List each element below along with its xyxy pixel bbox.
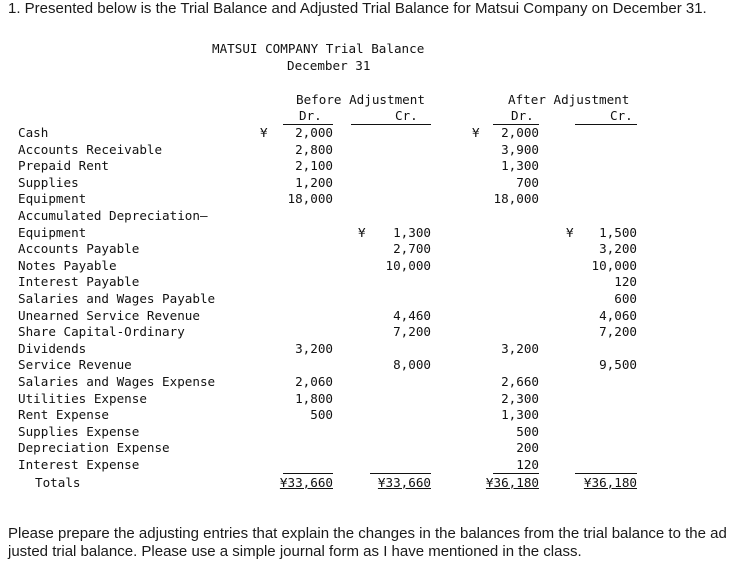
after-dr-currency: ¥	[472, 125, 480, 140]
before-cr-amount: 4,460	[393, 307, 431, 323]
before-cr-currency: ¥	[358, 225, 366, 240]
before-dr-header: Dr.	[299, 108, 322, 123]
totals-before-dr: ¥33,660	[279, 475, 333, 490]
account-name: Accounts Payable	[18, 241, 140, 257]
before-adjustment-header: Before Adjustment	[296, 92, 425, 107]
before-dr-amount: 18,000	[287, 191, 333, 207]
after-dr-amount: 2,660	[501, 374, 539, 389]
account-name: Interest Payable	[18, 274, 140, 290]
before-dr-amount: 2,060	[295, 374, 333, 389]
before-dr-currency: ¥	[260, 125, 268, 140]
question-intro: 1. Presented below is the Trial Balance and Adjusted Trial Balance for Matsui Company on December 31.	[8, 0, 707, 17]
totals-before-cr: ¥33,660	[377, 475, 431, 490]
account-name: Equipment	[18, 191, 87, 207]
after-cr-amount: 4,060	[599, 307, 637, 323]
after-cr-amount: 1,500	[599, 224, 637, 240]
after-cr-amount: 3,200	[599, 241, 637, 257]
statement-date: December 31	[287, 58, 371, 73]
statement-title: MATSUI COMPANY Trial Balance	[212, 41, 425, 56]
before-dr-amount: 2,800	[295, 141, 333, 157]
account-name: Notes Payable	[18, 257, 117, 273]
account-name: Cash	[18, 125, 49, 140]
after-dr-amount: 200	[516, 440, 539, 456]
account-name: Service Revenue	[18, 357, 132, 373]
before-dr-amount: 2,000	[295, 125, 333, 140]
after-cr-amount: 120	[614, 274, 637, 290]
before-dr-amount: 3,200	[295, 340, 333, 356]
before-dr-amount: 500	[310, 407, 333, 423]
before-dr-sum-rule	[283, 473, 333, 474]
after-dr-amount: 1,300	[501, 158, 539, 174]
account-name: Prepaid Rent	[18, 158, 109, 174]
after-cr-amount: 600	[614, 291, 637, 306]
before-cr-amount: 10,000	[385, 257, 431, 273]
after-cr-amount: 7,200	[599, 324, 637, 340]
before-cr-sum-rule	[370, 473, 431, 474]
before-dr-amount: 2,100	[295, 158, 333, 174]
before-cr-rule	[351, 124, 431, 125]
account-name: Utilities Expense	[18, 390, 147, 406]
after-dr-sum-rule	[493, 473, 539, 474]
before-cr-header: Cr.	[395, 108, 418, 123]
before-dr-amount: 1,800	[295, 390, 333, 406]
account-name: Accounts Receivable	[18, 141, 163, 157]
account-name: Accumulated Depreciation–	[18, 208, 208, 223]
after-dr-amount: 700	[516, 174, 539, 190]
before-dr-amount: 1,200	[295, 174, 333, 190]
after-dr-amount: 120	[516, 457, 539, 472]
after-cr-amount: 9,500	[599, 357, 637, 373]
account-name: Salaries and Wages Payable	[18, 291, 216, 306]
after-dr-amount: 500	[516, 423, 539, 439]
after-cr-currency: ¥	[566, 225, 574, 240]
before-cr-amount: 8,000	[393, 357, 431, 373]
after-dr-amount: 1,300	[501, 407, 539, 423]
account-name: Interest Expense	[18, 457, 140, 472]
after-cr-header: Cr.	[610, 108, 633, 123]
after-cr-rule	[575, 124, 637, 125]
account-name: Supplies Expense	[18, 423, 140, 439]
after-cr-amount: 10,000	[591, 257, 637, 273]
totals-label: Totals	[35, 475, 81, 490]
question-instruction: Please prepare the adjusting entries that explain the changes in the balances from the trial balance to the adjusted trial balance. Please use a simple journal form as I have mentioned in the class.	[8, 525, 727, 560]
after-dr-amount: 3,200	[501, 340, 539, 356]
after-cr-sum-rule	[575, 473, 637, 474]
after-adjustment-header: After Adjustment	[508, 92, 630, 107]
account-name: Supplies	[18, 174, 79, 190]
after-dr-amount: 2,000	[501, 125, 539, 140]
totals-after-cr: ¥36,180	[583, 475, 637, 490]
before-cr-amount: 2,700	[393, 241, 431, 257]
account-name: Share Capital-Ordinary	[18, 324, 185, 340]
account-name: Unearned Service Revenue	[18, 307, 200, 323]
after-dr-amount: 18,000	[493, 191, 539, 207]
account-name: Salaries and Wages Expense	[18, 374, 216, 389]
before-cr-amount: 1,300	[393, 224, 431, 240]
account-name: Equipment	[18, 224, 87, 240]
after-dr-amount: 3,900	[501, 141, 539, 157]
account-name: Dividends	[18, 340, 87, 356]
before-cr-amount: 7,200	[393, 324, 431, 340]
account-name: Depreciation Expense	[18, 440, 170, 456]
totals-after-dr: ¥36,180	[485, 475, 539, 490]
after-dr-header: Dr.	[511, 108, 534, 123]
after-dr-amount: 2,300	[501, 390, 539, 406]
account-name: Rent Expense	[18, 407, 109, 423]
